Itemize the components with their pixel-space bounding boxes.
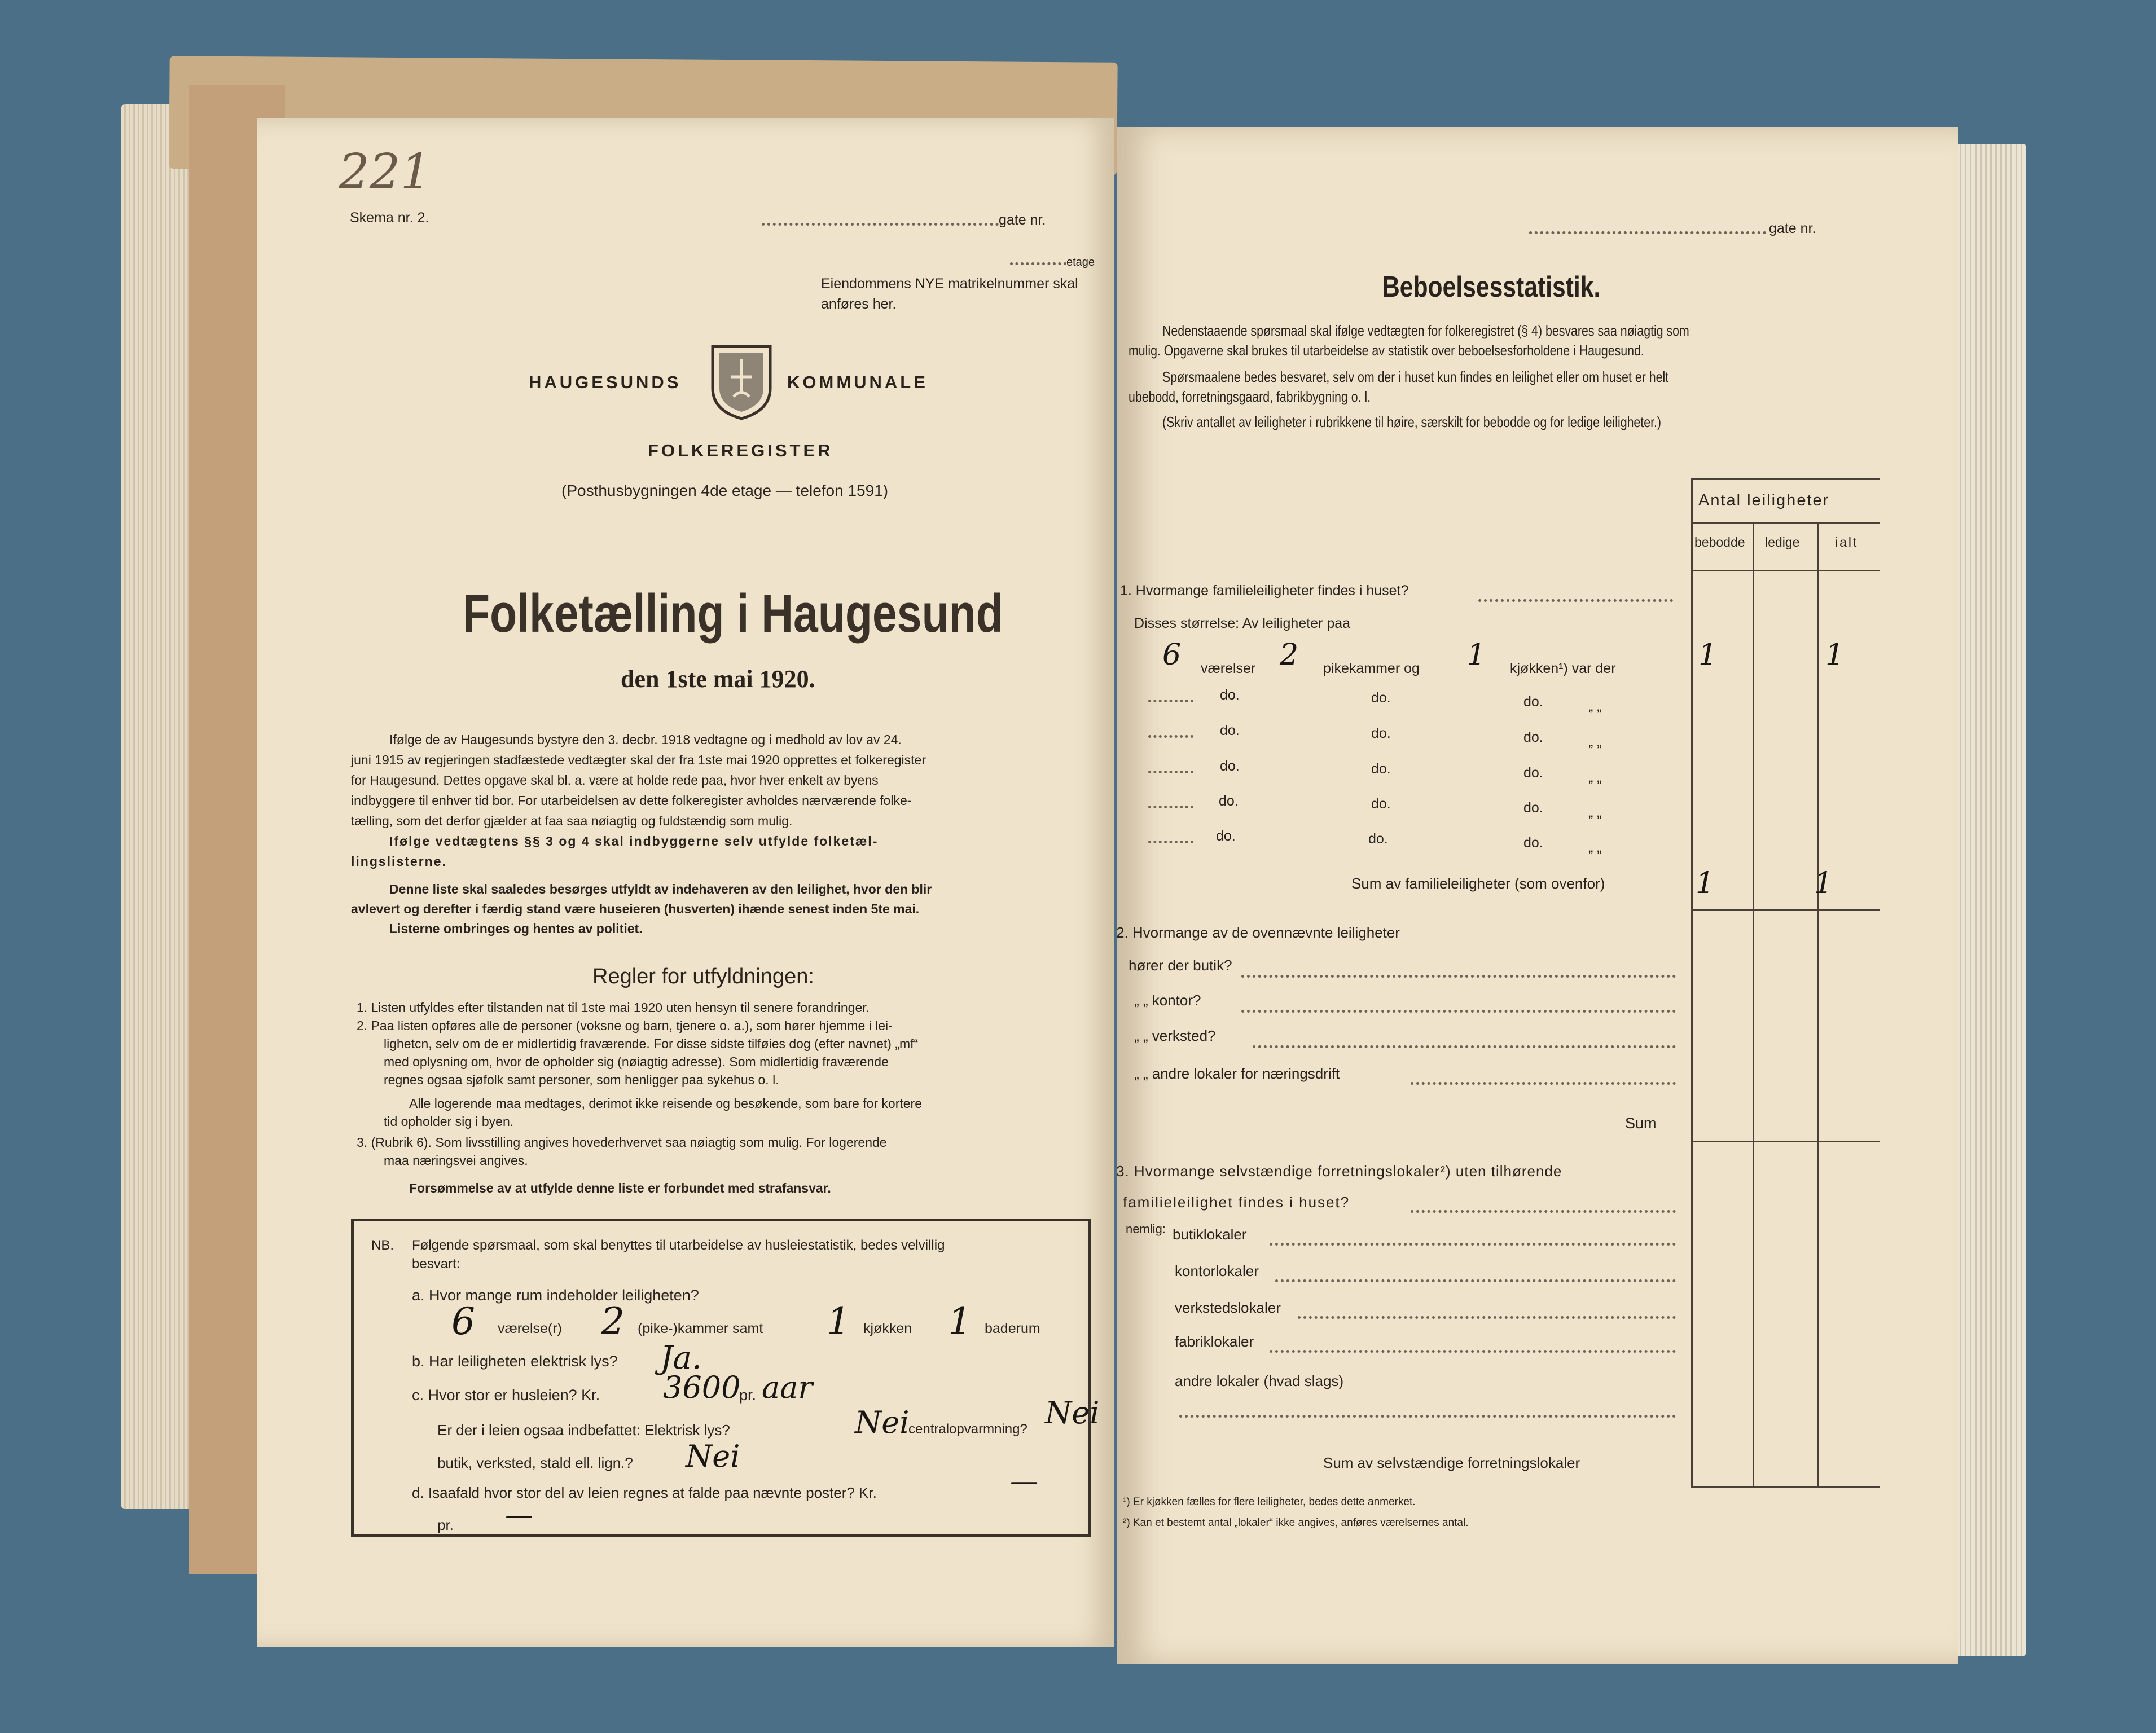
archive-number: 221 [339,144,432,200]
sum-family-ialt: 1 [1814,866,1833,900]
table-col-divider [1817,522,1819,1487]
answer-pikekammer: 2 [601,1300,625,1343]
gate-line-right [1529,231,1766,234]
label-vaerelser: værelser [1201,661,1256,676]
table-sum-line [1691,909,1880,911]
answer-baderum: 1 [948,1300,972,1343]
sum-family-label: Sum av familieleiligheter (som ovenfor) [1351,875,1605,892]
do-label: do. [1220,687,1240,703]
label-per: pr. [739,1387,757,1404]
sum-business-label: Sum av selvstændige forretningslokaler [1323,1454,1580,1471]
col-ledige: ledige [1765,535,1800,549]
label-kjokken: kjøkken [863,1321,912,1336]
footnote-2: ²) Kan et bestemt antal „lokaler“ ikke angives, anføres værelsernes antal. [1123,1517,1469,1529]
intro-line: Ifølge de av Haugesunds bystyre den 3. decbr. 1918 vedtagne og i medhold av lov av 24. [389,732,902,747]
row-dots [1148,700,1193,702]
label-baderum: baderum [985,1321,1040,1336]
nb-question-c2: Er der i leien ogsaa indbefattet: Elektrisk lys? [437,1422,730,1439]
rule-line: Forsømmelse av at utfylde denne liste er forbundet med strafansvar. [409,1181,831,1195]
rule-line: tid opholder sig i byen. [384,1114,514,1129]
label-central: centralopvarmning? [908,1422,1027,1437]
table-sum-line [1691,1141,1880,1142]
beboelses-intro-line: (Skriv antallet av leiligheter i rubrikkene til høire, særskilt for bebodde og for ledige leiligheter.) [1162,414,1662,430]
skema-label: Skema nr. 2. [350,210,429,226]
row-dots [1148,771,1193,773]
beboelses-intro-line: Nedenstaaende spørsmaal skal ifølge vedtægten for folkeregistret (§ 4) besvares saa nøiagtig som [1162,322,1689,339]
q1-sizes-label: Disses størrelse: Av leiligheter paa [1134,615,1351,631]
col-ialt: ialt [1835,535,1859,549]
q3-item: andre lokaler (hvad slags) [1175,1373,1344,1389]
q2-item: „ „ andre lokaler for næringsdrift [1134,1065,1340,1082]
answer-vaerelser: 6 [1162,638,1182,672]
rule-line: Alle logerende maa medtages, derimot ikke reisende og besøkende, som bare for kortere [409,1096,922,1111]
sum-label: Sum [1625,1115,1657,1132]
answer-lys-inkludert: Nei [855,1405,910,1440]
q3-nemlig: nemlig: [1126,1222,1166,1236]
q2-dots [1253,1045,1676,1048]
label-vaerelse: værelse(r) [498,1321,562,1336]
ditto-label: „ „ [1588,734,1602,750]
answer-bebodde-row1: 1 [1698,638,1718,672]
sum-family-bebodde: 1 [1696,866,1715,900]
rule-line: med oplysning om, hvor de opholder sig (nøiagtig adresse). Som midlertidig fraværende [384,1054,889,1069]
intro-line: lingslisterne. [351,854,447,869]
do-label: do. [1368,831,1388,847]
nb-question-a: a. Hvor mange rum indeholder leiligheten? [412,1287,699,1304]
nb-intro-2: besvart: [412,1256,460,1272]
answer-ialt-row1: 1 [1825,638,1845,672]
beboelses-intro-line: mulig. Opgaverne skal brukes til utarbeidelse av statistik over beboelsesforholdene i Haugesund. [1129,342,1644,359]
intro-line: avlevert og derefter i færdig stand være huseieren (husverten) ihænde senest inden 5te mai. [351,901,920,916]
table-line-top [1691,478,1880,480]
ditto-label: „ „ [1588,698,1602,714]
q3-item: kontorlokaler [1175,1263,1259,1279]
label-pikekammer-r: pikekammer og [1323,661,1420,676]
beboelses-title: Beboelsesstatistik. [1382,271,1601,304]
question-3-line1: 3. Hvormange selvstændige forretningslokaler²) uten tilhørende [1116,1163,1562,1180]
intro-line: tælling, som det derfor gjælder at faa saa nøiagtig og fuldstændig som mulig. [351,813,793,828]
do-label: do. [1371,796,1391,812]
do-label: do. [1523,835,1543,851]
table-subheader-divider [1691,570,1880,571]
office-name: FOLKEREGISTER [648,441,833,460]
rule-line: 3. (Rubrik 6). Som livsstilling angives hovederhvervet saa nøiagtig som mulig. For logerende [357,1135,887,1150]
main-subtitle: den 1ste mai 1920. [621,665,815,693]
do-label: do. [1371,725,1391,741]
question-1: 1. Hvormange familieleiligheter findes i huset? [1120,583,1409,599]
do-label: do. [1220,723,1240,738]
gate-line-left [762,223,999,226]
beboelses-intro-line: Spørsmaalene bedes besvaret, selv om der i huset kun findes en leilighet eller om huset er helt [1162,368,1669,385]
q2-dots [1241,975,1676,978]
rule-line: 2. Paa listen opføres alle de personer (voksne og barn, tjenere o. a.), som hører hjemme i lei- [357,1018,893,1033]
row-dots [1148,735,1193,738]
intro-line: Listerne ombringes og hentes av politiet. [389,921,643,936]
intro-line: Ifølge vedtægtens §§ 3 og 4 skal indbyggerne selv utfylde folketæl- [389,834,879,848]
answer-d-kr: — [1010,1464,1038,1497]
beboelses-intro-line: ubebodd, forretningsgaard, fabrikbygning o. l. [1129,388,1371,405]
do-label: do. [1216,828,1236,844]
q2-item: „ „ verksted? [1134,1027,1216,1044]
q2-item: hører der butik? [1129,957,1232,974]
intro-line: for Haugesund. Dettes opgave skal bl. a. være at holde rede paa, hvor hver enkelt av byens [351,773,879,788]
question-2: 2. Hvormange av de ovennævnte leiligheter [1116,924,1400,941]
footnote-1: ¹) Er kjøkken fælles for flere leiligheter, bedes dette anmerket. [1123,1496,1416,1508]
q3-item: fabriklokaler [1175,1333,1254,1350]
table-line-left [1691,478,1693,1487]
rule-line: maa næringsvei angives. [384,1153,528,1168]
table-sum-line [1691,1486,1880,1488]
row-dots [1148,806,1193,808]
q3-item-dots [1270,1243,1676,1246]
etage-line [1010,262,1066,265]
nb-question-b: b. Har leiligheten elektrisk lys? [412,1353,618,1370]
intro-line: juni 1915 av regjeringen stadfæstede vedtægter skal der fra 1ste mai 1920 opprettes et folkeregister [351,753,926,767]
q3-item-dots [1270,1350,1676,1353]
main-title: Folketælling i Haugesund [463,583,1003,644]
gate-label-right: gate nr. [1769,221,1816,236]
q3-item-dots [1179,1415,1676,1418]
do-label: do. [1219,793,1239,809]
label-butik-verksted: butik, verksted, stald ell. lign.? [437,1454,633,1471]
nb-question-c: c. Hvor stor er husleien? Kr. [412,1387,600,1404]
ditto-label: „ „ [1588,839,1602,855]
etage-label: etage [1066,256,1095,269]
rules-title: Regler for utfyldningen: [592,965,814,988]
q3-item: verkstedslokaler [1175,1299,1281,1316]
ditto-label: „ „ [1588,804,1602,820]
col-bebodde: bebodde [1694,535,1745,549]
do-label: do. [1371,761,1391,777]
do-label: do. [1523,729,1543,745]
ditto-label: „ „ [1588,769,1602,785]
table-col-divider [1753,522,1754,1487]
q2-dots [1241,1010,1676,1013]
nb-question-d: d. Isaafald hvor stor del av leien regnes at falde paa nævnte poster? Kr. [412,1484,877,1501]
q3-item-dots [1298,1316,1676,1319]
nb-label: NB. [371,1238,394,1253]
label-d-pr: pr. [437,1516,454,1533]
do-label: do. [1523,694,1543,710]
answer-rooms: 6 [451,1300,475,1343]
question-3-line2: familieleilighet findes i huset? [1123,1194,1350,1211]
rule-line: 1. Listen utfyldes efter tilstanden nat til 1ste mai 1920 uten hensyn til senere forandringer. [357,1000,870,1015]
do-label: do. [1523,800,1543,816]
answer-kjokken: 1 [827,1300,850,1343]
label-kjokken-r: kjøkken¹) var der [1510,661,1616,676]
table-header-divider [1691,522,1880,524]
office-address: (Posthusbygningen 4de etage — telefon 1591) [561,482,889,499]
rule-line: lighetcn, selv om de er midlertidig fraværende. For disse sidste tilføies dog (efter navnet) „mf“ [384,1036,919,1051]
coat-of-arms-icon [708,343,775,421]
q1-dots [1478,599,1673,602]
q2-item: „ „ kontor? [1134,992,1201,1009]
municipality-left: HAUGESUNDS [529,372,682,392]
gate-label-left: gate nr. [999,212,1046,228]
answer-husleie: 3600 [663,1370,741,1405]
answer-elektrisk-lys: Ja. [660,1340,702,1376]
row-dots [1148,841,1193,843]
answer-butik-verksted: Nei [686,1439,740,1474]
answer-period: aar [762,1370,813,1405]
answer-d-pr: — [505,1498,533,1531]
do-label: do. [1523,765,1543,781]
answer-pikekammer-r: 2 [1280,638,1299,672]
rule-line: regnes ogsaa sjøfolk samt personer, som henligger paa sykehus o. l. [384,1072,779,1087]
answer-centralopvarmning: Nei [1045,1395,1100,1431]
matrikkel-note-1: Eiendommens NYE matrikelnummer skal [821,276,1078,292]
matrikkel-note-2: anføres her. [821,296,897,312]
table-header: Antal leiligheter [1698,491,1830,509]
q3-item-dots [1275,1279,1676,1282]
intro-line: indbyggere til enhver tid bor. For utarbeidelsen av dette folkeregister avholdes nærværende folke- [351,793,912,808]
label-pikekammer: (pike-)kammer samt [638,1321,763,1336]
do-label: do. [1220,758,1240,774]
q3-dots [1411,1210,1676,1213]
nb-intro-1: Følgende spørsmaal, som skal benyttes til utarbeidelse av husleiestatistik, bedes velvillig [412,1238,945,1253]
answer-kjokken-r: 1 [1467,638,1486,672]
do-label: do. [1371,690,1391,706]
q3-item: butiklokaler [1173,1226,1247,1243]
q2-dots [1411,1082,1676,1085]
municipality-right: KOMMUNALE [787,372,928,392]
intro-line: Denne liste skal saaledes besørges utfyldt av indehaveren av den leilighet, hvor den blir [389,882,932,896]
